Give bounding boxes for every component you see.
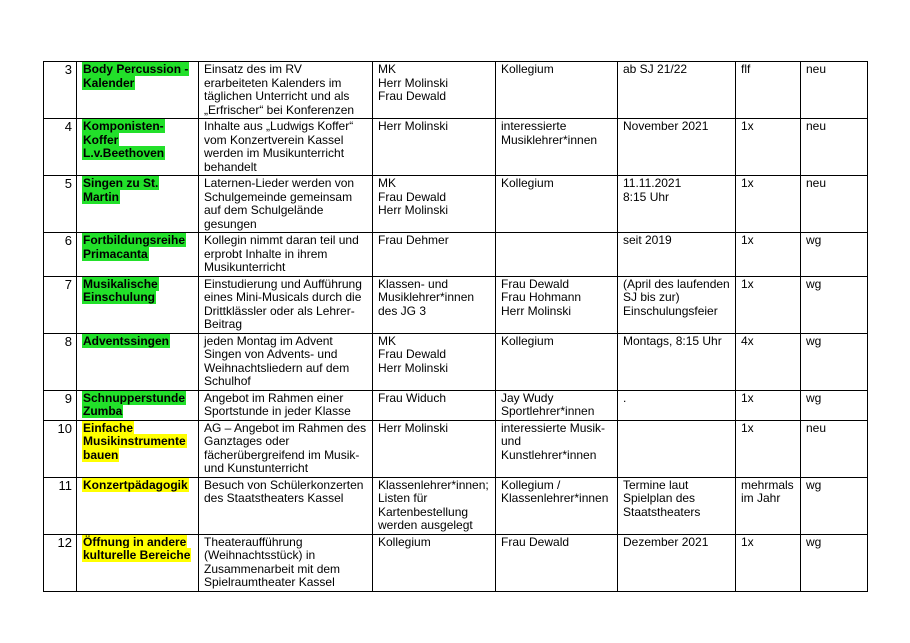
frequency: 1x: [736, 233, 801, 277]
date: ab SJ 21/22: [618, 62, 736, 119]
status: wg: [801, 477, 868, 534]
row-number: 8: [44, 333, 77, 390]
row-number: 11: [44, 477, 77, 534]
activity-description: jeden Montag im Advent Singen von Advents- und Weihnachtsliedern auf dem Schulhof: [199, 333, 373, 390]
participants: interessierte Musiklehrer*innen: [496, 119, 618, 176]
status: wg: [801, 333, 868, 390]
table-row: [44, 176, 868, 233]
table-row: [44, 534, 868, 591]
row-number: 9: [44, 390, 77, 420]
participants: Frau Dewald: [496, 534, 618, 591]
activity-description: AG – Angebot im Rahmen des Ganztages oder fächerübergreifend im Musik- und Kunstunterricht: [199, 420, 373, 477]
frequency: 1x: [736, 176, 801, 233]
row-number: 12: [44, 534, 77, 591]
activity-title: [77, 233, 199, 277]
activity-title-text: Komponisten-Koffer L.v.Beethoven: [83, 119, 165, 160]
activity-title: [77, 276, 199, 333]
activity-title: [77, 62, 199, 119]
table-row: [44, 233, 868, 277]
activity-title-text: Body Percussion - Kalender: [83, 62, 189, 90]
table-row: [44, 276, 868, 333]
table-row: [44, 62, 868, 119]
frequency: 1x: [736, 534, 801, 591]
activity-title-text: Konzertpädagogik: [83, 477, 188, 492]
participants: Kollegium: [496, 62, 618, 119]
activity-description: Laternen-Lieder werden von Schulgemeinde gemeinsam auf dem Schulgelände gesungen: [199, 176, 373, 233]
activity-description: Angebot im Rahmen einer Sportstunde in jeder Klasse: [199, 390, 373, 420]
status: neu: [801, 420, 868, 477]
activity-title-text: Öffnung in andere kulturelle Bereiche: [83, 534, 191, 562]
table-body: [44, 62, 868, 592]
status: neu: [801, 176, 868, 233]
activity-title-text: Fortbildungsreihe Primacanta: [83, 233, 185, 261]
responsible-persons: MK Herr Molinski Frau Dewald: [373, 62, 496, 119]
date: Dezember 2021: [618, 534, 736, 591]
activity-description: Einsatz des im RV erarbeiteten Kalenders im täglichen Unterricht und als „Erfrischer“ bei Konferenzen: [199, 62, 373, 119]
participants: Jay Wudy Sportlehrer*innen: [496, 390, 618, 420]
participants: Kollegium / Klassenlehrer*innen: [496, 477, 618, 534]
frequency: 1x: [736, 276, 801, 333]
status: neu: [801, 62, 868, 119]
activity-title-text: Schnupperstunde Zumba: [83, 390, 186, 418]
responsible-persons: Herr Molinski: [373, 119, 496, 176]
table-row: [44, 333, 868, 390]
row-number: 7: [44, 276, 77, 333]
activity-description: Besuch von Schülerkonzerten des Staatstheaters Kassel: [199, 477, 373, 534]
status: wg: [801, 276, 868, 333]
responsible-persons: MK Frau Dewald Herr Molinski: [373, 333, 496, 390]
table-row: [44, 477, 868, 534]
date: Termine laut Spielplan des Staatstheaters: [618, 477, 736, 534]
row-number: 5: [44, 176, 77, 233]
activity-title-text: Singen zu St. Martin: [83, 176, 159, 204]
frequency: 1x: [736, 390, 801, 420]
frequency: mehrmals im Jahr: [736, 477, 801, 534]
row-number: 4: [44, 119, 77, 176]
row-number: 3: [44, 62, 77, 119]
date: seit 2019: [618, 233, 736, 277]
activity-title: [77, 477, 199, 534]
status: wg: [801, 390, 868, 420]
table-row: [44, 420, 868, 477]
frequency: flf: [736, 62, 801, 119]
table-row: [44, 390, 868, 420]
responsible-persons: Klassen- und Musiklehrer*innen des JG 3: [373, 276, 496, 333]
participants: interessierte Musik- und Kunstlehrer*innen: [496, 420, 618, 477]
date: [618, 420, 736, 477]
date: Montags, 8:15 Uhr: [618, 333, 736, 390]
activity-title-text: Einfache Musikinstrumente bauen: [83, 420, 186, 462]
status: wg: [801, 233, 868, 277]
participants: Frau Dewald Frau Hohmann Herr Molinski: [496, 276, 618, 333]
activity-title: [77, 420, 199, 477]
status: wg: [801, 534, 868, 591]
responsible-persons: Herr Molinski: [373, 420, 496, 477]
status: neu: [801, 119, 868, 176]
activity-title: [77, 390, 199, 420]
date: November 2021: [618, 119, 736, 176]
responsible-persons: Frau Dehmer: [373, 233, 496, 277]
activity-title: [77, 534, 199, 591]
row-number: 6: [44, 233, 77, 277]
row-number: 10: [44, 420, 77, 477]
table-row: [44, 119, 868, 176]
responsible-persons: Klassenlehrer*innen; Listen für Kartenbestellung werden ausgelegt: [373, 477, 496, 534]
activity-title-text: Musikalische Einschulung: [83, 276, 158, 304]
responsible-persons: Kollegium: [373, 534, 496, 591]
date: 11.11.2021 8:15 Uhr: [618, 176, 736, 233]
activity-title: [77, 333, 199, 390]
activity-table: [43, 61, 868, 592]
responsible-persons: MK Frau Dewald Herr Molinski: [373, 176, 496, 233]
frequency: 4x: [736, 333, 801, 390]
date: .: [618, 390, 736, 420]
activity-description: Kollegin nimmt daran teil und erprobt Inhalte in ihrem Musikunterricht: [199, 233, 373, 277]
participants: Kollegium: [496, 333, 618, 390]
date: (April des laufenden SJ bis zur) Einschulungsfeier: [618, 276, 736, 333]
frequency: 1x: [736, 119, 801, 176]
participants: [496, 233, 618, 277]
responsible-persons: Frau Widuch: [373, 390, 496, 420]
activity-description: Inhalte aus „Ludwigs Koffer“ vom Konzertverein Kassel werden im Musikunterricht behandelt: [199, 119, 373, 176]
frequency: 1x: [736, 420, 801, 477]
activity-title: [77, 119, 199, 176]
activity-title-text: Adventssingen: [83, 333, 170, 348]
activity-title: [77, 176, 199, 233]
activity-description: Theateraufführung (Weihnachtsstück) in Zusammenarbeit mit dem Spielraumtheater Kassel: [199, 534, 373, 591]
activity-description: Einstudierung und Aufführung eines Mini-Musicals durch die Drittklässler oder als Lehrer-Beitrag: [199, 276, 373, 333]
participants: Kollegium: [496, 176, 618, 233]
